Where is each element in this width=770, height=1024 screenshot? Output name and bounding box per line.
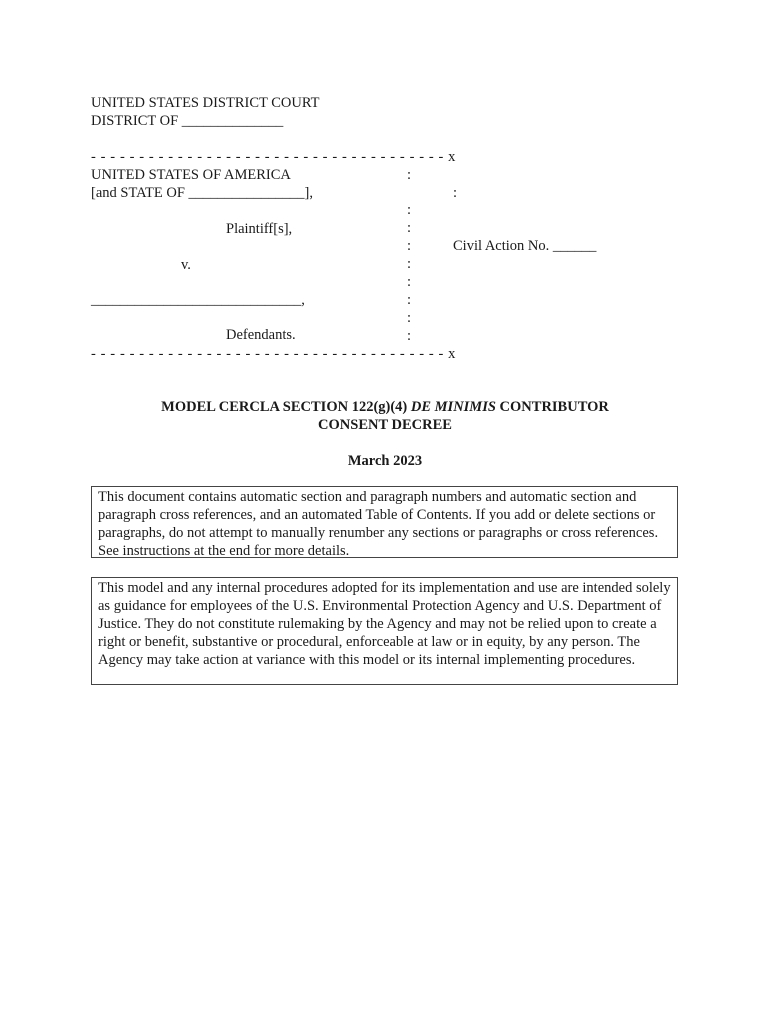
caption-dash-line-top: - - - - - - - - - - - - - - - - - - - - - - - - - - - - - - - - - - - - - x: [91, 149, 457, 165]
caption-colon: :: [407, 256, 412, 272]
title-suffix: CONTRIBUTOR: [495, 399, 609, 415]
civil-action-colon: :: [453, 185, 458, 201]
caption-colon: :: [407, 310, 412, 326]
plaintiff-name: UNITED STATES OF AMERICA: [91, 167, 291, 183]
instructions-note-box: This document contains automatic section and paragraph numbers and automatic section and paragraph cross references, and an automated Table of Contents. If you add or delete sections or paragraphs, do not attempt to manually renumber any sections or paragraphs or cross references. See instructions at the end for more details.: [91, 486, 678, 558]
court-district: DISTRICT OF ______________: [91, 113, 284, 129]
document-date: March 2023: [347, 453, 423, 469]
caption-dash-line-bottom: - - - - - - - - - - - - - - - - - - - - - - - - - - - - - - - - - - - - - x: [91, 346, 457, 362]
document-subtitle: CONSENT DECREE: [318, 417, 452, 433]
caption-colon: :: [407, 328, 412, 344]
caption-colon: :: [407, 167, 412, 183]
civil-action-number: Civil Action No. ______: [453, 238, 597, 254]
court-name: UNITED STATES DISTRICT COURT: [91, 95, 320, 111]
defendant-role: Defendants.: [226, 327, 296, 343]
title-italic: DE MINIMIS: [410, 399, 496, 415]
title-prefix: MODEL CERCLA SECTION 122(g)(4): [161, 399, 411, 415]
disclaimer-note-box: This model and any internal procedures adopted for its implementation and use are intended solely as guidance for employees of the U.S. Environmental Protection Agency and U.S. Department of Justice. They do not constitute rulemaking by the Agency and may not be relied upon to create a right or benefit, substantive or procedural, enforceable at law or in equity, by any person. The Agency may take action at variance with this model or its internal implementing procedures.: [91, 577, 678, 685]
caption-colon: :: [407, 292, 412, 308]
document-title: [0, 398, 770, 416]
defendant-blank: _____________________________,: [91, 292, 305, 308]
caption-colon: :: [407, 238, 412, 254]
caption-colon: :: [407, 220, 412, 236]
caption-colon: :: [407, 202, 412, 218]
plaintiff-role: Plaintiff[s],: [226, 221, 293, 237]
versus-label: v.: [181, 257, 191, 273]
caption-colon: :: [407, 274, 412, 290]
plaintiff-state: [and STATE OF ________________],: [91, 185, 313, 201]
